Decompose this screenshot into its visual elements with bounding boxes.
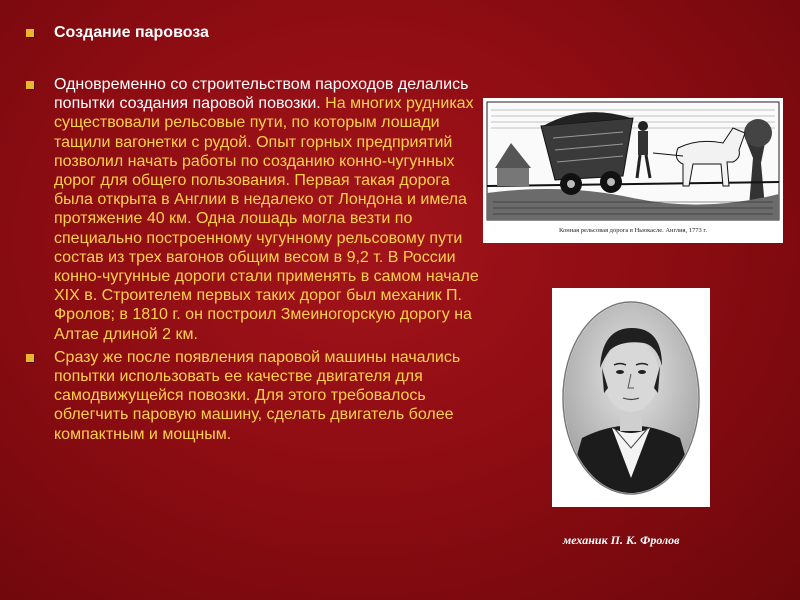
paragraph-2-text: Сразу же после появления паровой машины начались попытки использовать ее качестве двигателя для самодвижущейся повозки. Для этого требовалось облегчить паровую машину, сделать двигатель более компактным и мощным. [54,348,461,443]
slide-heading: Создание паровоза [54,24,209,41]
paragraph-1-highlight: На многих рудниках существовали рельсовые пути, по которым лошади тащили вагонетки с рудой. Опыт горных предприятий позволил начать работы по созданию конно-чугунных дорог для общего пользования. Первая такая дорога была открыта в Англии в недалеко от Лондона и имела протяжение 40 км. Одна лошадь могла везти по специально построенному чугунному рельсовому пути состав из трех вагонов общим весом в 9,2 т. В России конно-чугунные дороги стали применять в самом начале XIX в. Строителем первых таких дорог был механик П. Фролов; в 1810 г. он построил Змеиногорскую дорогу на Алтае длиной 2 км. [54,95,479,343]
slide-content [22,22,492,444]
paragraph-2 [22,348,492,444]
bullet-square-icon [26,81,34,89]
portrait-caption: механик П. К. Фролов [563,533,680,547]
horse-railway-illustration [483,98,783,243]
illustration-caption: Конная рельсовая дорога в Ньюкасле. Англия, 1773 г. [559,227,707,234]
paragraph-1-intro: Одновременно со строительством пароходов делались попытки создания паровой повозки. [54,76,469,113]
bullet-square-icon [26,354,34,362]
frolov-portrait [552,288,710,507]
portrait-frame [552,288,710,507]
bullet-square-icon [26,29,34,37]
paragraph-1 [22,75,492,344]
heading-item [22,22,492,44]
horse-railway-engraving [483,98,783,243]
